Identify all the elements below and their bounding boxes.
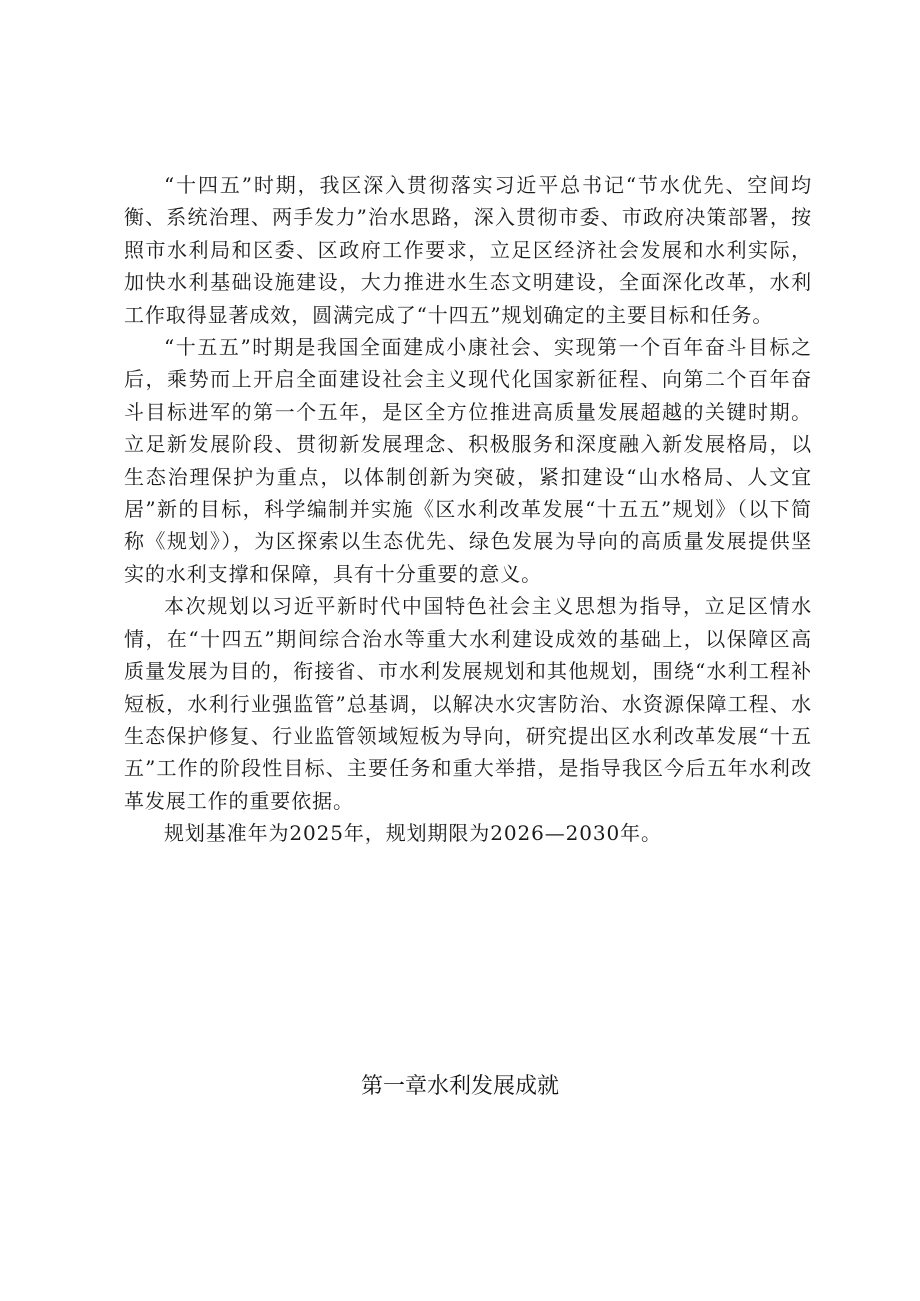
- chapter-title: 第一章水利发展成就: [360, 1074, 559, 1099]
- paragraph-planning-period: 规划基准年为2025年，规划期限为2026—2030年。: [164, 821, 662, 846]
- paragraph-planning-guidance: 本次规划以习近平新时代中国特色社会主义思想为指导，立足区情水情，在“十四五”期间综合治水等重大水利建设成效的基础上，以保障区高质量发展为目的，衔接省、市水利发展规划和其他规划，围绕“水利工程补短板，水利行业强监管”总基调，以解决水灾害防治、水资源保障工程、水生态保护修复、行业监管领域短板为导向，研究提出区水利改革发展“十五五”工作的阶段性目标、主要任务和重大举措，是指导我区今后五年水利改革发展工作的重要依据。: [124, 594, 812, 813]
- paragraph-shiwuwu-significance: “十五五”时期是我国全面建成小康社会、实现第一个百年奋斗目标之后，乘势而上开启全面建设社会主义现代化国家新征程、向第二个百年奋斗目标进军的第一个五年，是区全方位推进高质量发展超越的关键时期。立足新发展阶段、贯彻新发展理念、积极服务和深度融入新发展格局，以生态治理保护为重点，以体制创新为突破，紧扣建设“山水格局、人文宜居”新的目标，科学编制并实施《区水利改革发展“十五五”规划》（以下简称《规划》），为区探索以生态优先、绿色发展为导向的高质量发展提供坚实的水利支撑和保障，具有十分重要的意义。: [124, 335, 812, 586]
- document-body: [124, 169, 812, 850]
- paragraph-shisiwu-review: “十四五”时期，我区深入贯彻落实习近平总书记“节水优先、空间均衡、系统治理、两手发力”治水思路，深入贯彻市委、市政府决策部署，按照市水利局和区委、区政府工作要求，立足区经济社会发展和水利实际，加快水利基础设施建设，大力推进水生态文明建设，全面深化改革，水利工作取得显著成效，圆满完成了“十四五”规划确定的主要目标和任务。: [124, 173, 812, 327]
